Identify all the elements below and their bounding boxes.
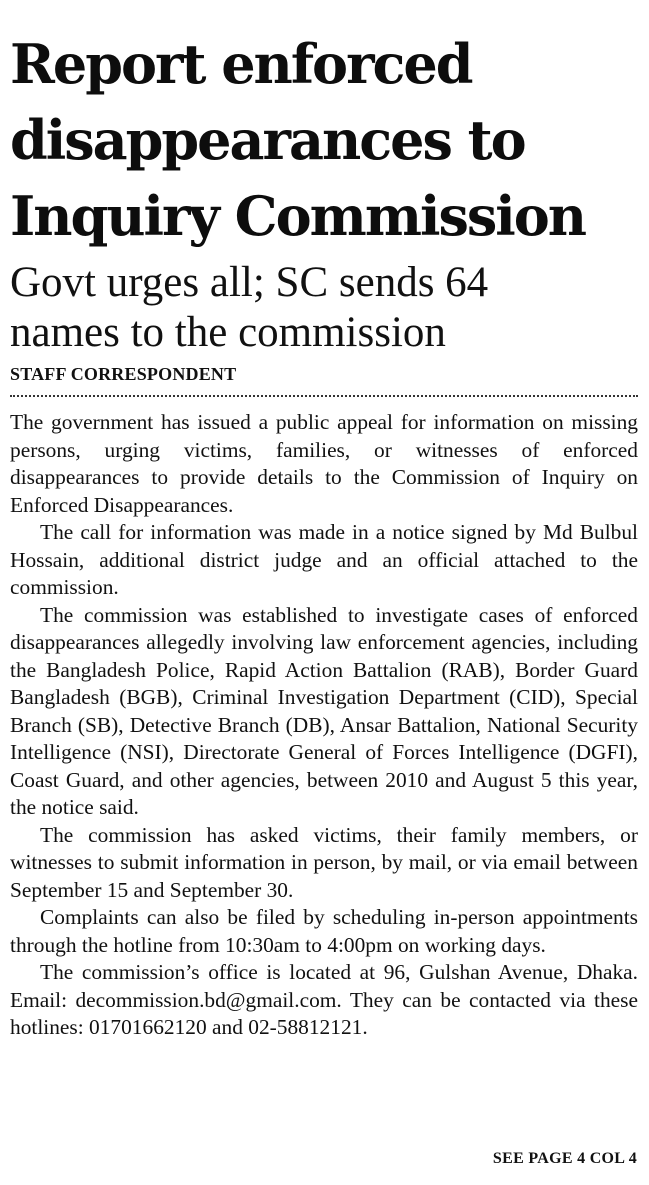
subhead-line: names to the commission: [10, 309, 446, 356]
paragraph: Complaints can also be filed by scheduling in-person appointments through the hotline from 10:30am to 4:00pm on working days.: [10, 905, 638, 957]
paragraph: The commission’s office is located at 96, Gulshan Avenue, Dhaka. Email: decommission.bd@gmail.com. They can be contacted via these hotlines: 01701662120 and 02-58812121.: [10, 960, 638, 1039]
headline-line: Inquiry Commission: [10, 184, 586, 248]
paragraph: The call for information was made in a notice signed by Md Bulbul Hossain, additional district judge and an official attached to the commission.: [10, 520, 638, 599]
headline-line: Report enforced: [10, 32, 472, 96]
dotted-divider: [10, 395, 638, 397]
subhead-line: Govt urges all; SC sends 64: [10, 259, 489, 306]
paragraph: The commission has asked victims, their family members, or witnesses to submit information in person, by mail, or via email between September 15 and September 30.: [10, 822, 638, 902]
byline: STAFF CORRESPONDENT: [10, 364, 237, 384]
subheadline: [10, 258, 638, 358]
continuation-jump-line: SEE PAGE 4 COL 4: [492, 1150, 637, 1167]
paragraph: The government has issued a public appeal for information on missing persons, urging victims, families, or witnesses of enforced disappearances to provide details to the Commission of Inquiry on Enforced Disappearances.: [10, 410, 638, 517]
article-body: [10, 409, 638, 1042]
headline-line: disappearances to: [10, 108, 525, 172]
news-article: [10, 26, 638, 1042]
headline: [10, 26, 638, 254]
paragraph: The commission was established to investigate cases of enforced disappearances allegedly involving law enforcement agencies, including the Bangladesh Police, Rapid Action Battalion (RAB), Border Guard Bangladesh (BGB), Criminal Investigation Department (CID), Special Branch (SB), Detective Branch (DB), Ansar Battalion, National Security Intelligence (NSI), Directorate General of Forces Intelligence (DGFI), Coast Guard, and other agencies, between 2010 and August 5 this year, the notice said.: [10, 602, 638, 819]
